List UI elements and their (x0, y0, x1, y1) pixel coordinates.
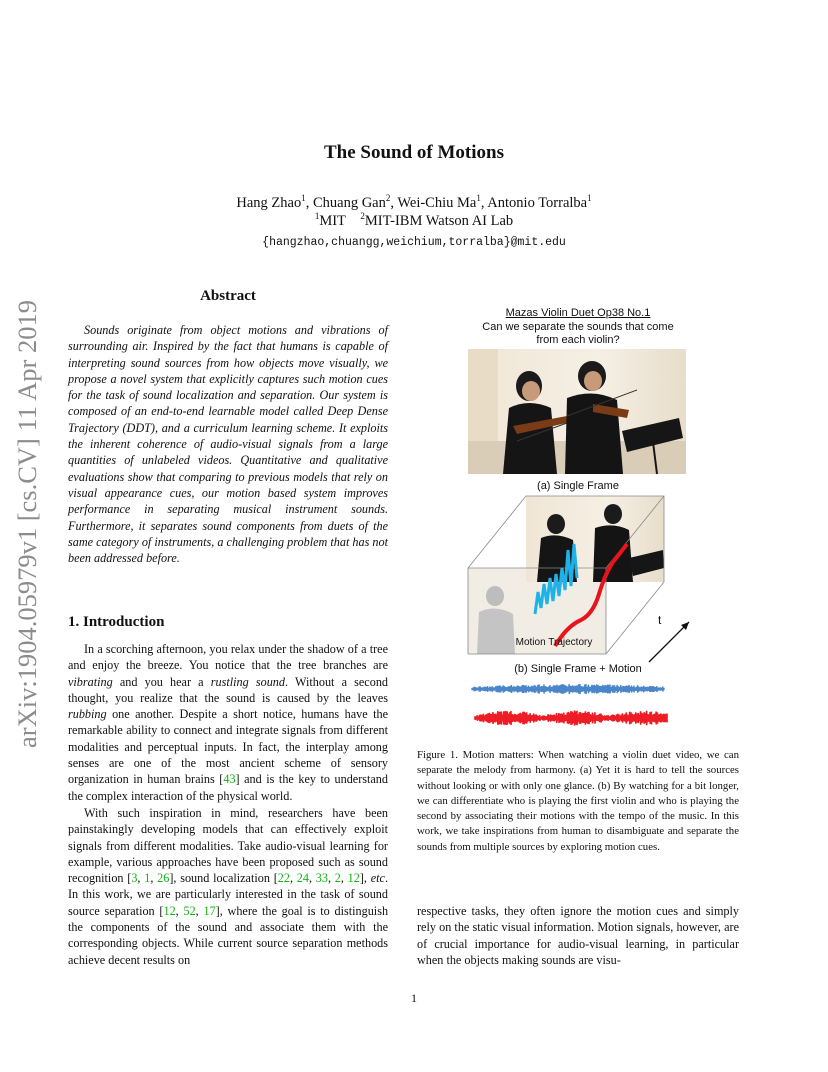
abstract-heading: Abstract (200, 288, 256, 304)
motion-cube (468, 496, 664, 654)
arxiv-identifier: arXiv:1904.05979v1 [cs.CV] 11 Apr 2019 (12, 299, 42, 748)
citation-link[interactable]: 26 (157, 871, 170, 886)
audio-waveform-blue (472, 684, 664, 694)
figure-top-title: Mazas Violin Duet Op38 No.1 (505, 307, 651, 319)
author-name: Chuang Gan (312, 195, 386, 211)
citation-link[interactable]: 43 (223, 772, 236, 787)
citation-link[interactable]: 3 (131, 871, 138, 886)
intro-paragraph-1: In a scorching afternoon, you relax under the shadow of a tree and enjoy the breeze. You notice that the tree branches are vibrating and you hear a rustling sound. Without a second thought, you realize that the sound is caused by the leaves rubbing one another. Despite a short notice, humans have the remarkable ability to connect and integrate signals from different modalities and perceptual inputs. In fact, the interplay among senses are one of the most ancient scheme of sensory organization in human brains [43] and is the key to understand the complex interaction of the physical world. (68, 642, 389, 803)
author-name: Antonio Torralba (487, 195, 588, 211)
motion-trajectory-label: Motion Trajectory (515, 637, 593, 648)
affiliations: $^1$MIT $^2$MIT-IBM Watson AI Lab (314, 211, 514, 229)
time-arrow (649, 622, 689, 662)
affiliation-name: MIT-IBM Watson AI Lab (364, 213, 514, 229)
section-heading: 1. Introduction (68, 614, 165, 630)
citation-link[interactable]: 52 (183, 903, 196, 918)
author-name: Hang Zhao (236, 195, 302, 211)
citation-link[interactable]: 12 (163, 903, 176, 918)
figure-question-line-1: Can we separate the sounds that come (482, 321, 674, 333)
abstract-body: Sounds originate from object motions and vibrations of surrounding air. Inspired by the fact that humans is capable of interpreting sound sources from how objects move visually, we propose a novel system that explicitly captures such motion cues for the task of sound localization and separation. Our system is composed of an end-to-end learnable model called Deep Dense Trajectory (DDT), and a curriculum learning scheme. It exploits the inherent coherence of audio-visual signals from a large quantities of unlabeled videos. Quantitative and qualitative evaluations show that comparing to previous models that rely on visual appearance cues, our motion based system improves performance in separating musical instrument sounds. Furthermore, it separates sound components from duets of the same category of instruments, a challenging problem that has not been addressed before. (68, 323, 388, 566)
author-emails: {hangzhao,chuangg,weichium,torralba}@mit.edu (262, 236, 566, 249)
label-single-frame: (a) Single Frame (537, 480, 619, 492)
figure-illustration (417, 346, 739, 738)
figure-caption: Figure 1. Motion matters: When watching a violin duet video, we can separate the melody from harmony. (a) Yet it is hard to tell the sources without looking or with only one glance. (b) By watching for a bit longer, we can differentiate who is playing the first violin and who is playing the second by associating their motions with the tempo of the music. In this work, we take inspirations from human to disambiguate and separate the sounds from multiple sources by exploring motion cues. (417, 749, 739, 853)
citation-link[interactable]: 12 (347, 871, 360, 886)
time-label: t (658, 613, 662, 627)
label-single-frame-motion: (b) Single Frame + Motion (514, 663, 642, 675)
author-list: Hang Zhao$^1$, Chuang Gan$^2$, Wei-Chiu Ma$^1$, Antonio Torralba$^1$ (236, 193, 592, 211)
affiliation-name: MIT (319, 213, 346, 229)
citation-link[interactable]: 22 (277, 871, 290, 886)
citation-link[interactable]: 17 (203, 903, 216, 918)
citation-link[interactable]: 2 (334, 871, 341, 886)
paper-title: The Sound of Motions (323, 142, 505, 163)
citation-link[interactable]: 1 (144, 871, 151, 886)
author-name: Wei-Chiu Ma (397, 195, 477, 211)
citation-link[interactable]: 33 (315, 871, 328, 886)
right-column-paragraph: respective tasks, they often ignore the motion cues and simply rely on the static visual information. Motion signals, however, are of crucial importance for audio-visual learning, in particular when the objects making sounds are visu- (417, 904, 739, 967)
audio-waveform-red (475, 710, 667, 725)
citation-link[interactable]: 24 (296, 871, 309, 886)
page-number: 1 (411, 991, 417, 1005)
figure-question-line-2: from each violin? (536, 334, 620, 346)
violin-duet-photo (468, 349, 686, 474)
intro-paragraph-2: With such inspiration in mind, researchers have been painstakingly developing models that can effectively exploit signals from different modalities. Take audio-visual learning for example, various approaches have been proposed such as sound recognition [3, 1, 26], sound localization [22, 24, 33, 2, 12], etc. In this work, we are particularly interested in the task of sound source separation [12, 52, 17], where the goal is to distinguish the components of the sound and associate them with the corresponding objects. While current source separation methods achieve decent results on (68, 806, 389, 967)
